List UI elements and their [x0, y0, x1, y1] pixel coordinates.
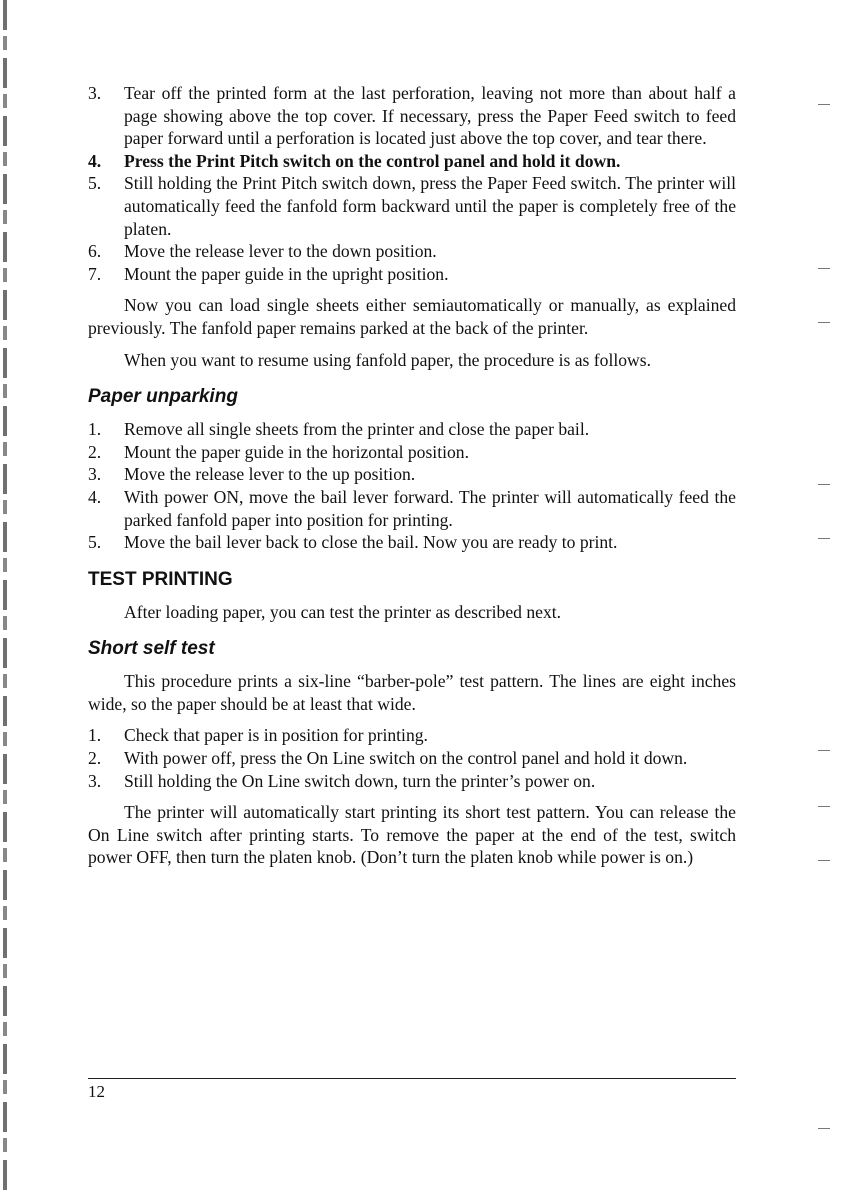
list-item: 3. Tear off the printed form at the last perforation, leaving not more than about half a page showing above the top cover. If necessary, press the Paper Feed switch to feed paper forward until a perforation is located just above the top cover, and tear there.	[88, 83, 736, 149]
heading-short-self-test: Short self test	[88, 638, 215, 660]
paragraph-load: Now you can load single sheets either semiautomatically or manually, as explained previously. The fanfold paper remains parked at the back of the printer.	[88, 295, 736, 338]
list-item: 5. Move the bail lever back to close the bail. Now you are ready to print.	[88, 532, 618, 553]
margin-tick	[818, 322, 830, 323]
margin-tick	[818, 1128, 830, 1129]
margin-tick	[818, 484, 830, 485]
paragraph-final: The printer will automatically start printing its short test pattern. You can release the On Line switch after printing starts. To remove the paper at the end of the test, switch power OFF, then turn the platen knob. (Don’t turn the platen knob while power is on.)	[88, 802, 736, 868]
heading-test-printing: TEST PRINTING	[88, 568, 233, 590]
list-item: 4. With power ON, move the bail lever forward. The printer will automatically feed the parked fanfold paper into position for printing.	[88, 486, 736, 530]
margin-tick	[818, 806, 830, 807]
footer-rule	[88, 1078, 736, 1079]
paragraph-test: After loading paper, you can test the printer as described next.	[124, 601, 562, 622]
list-item: 1. Check that paper is in position for printing.	[88, 725, 428, 746]
list-item: 1. Remove all single sheets from the printer and close the paper bail.	[88, 419, 590, 440]
margin-tick	[818, 268, 830, 269]
page-number: 12	[88, 1082, 105, 1101]
unpark-steps-list	[88, 418, 736, 554]
list-item: 5. Still holding the Print Pitch switch down, press the Paper Feed switch. The printer will automatically feed the fanfold form backward until the paper is completely free of the platen.	[88, 173, 736, 239]
binding-edge	[3, 0, 7, 1196]
short-test-steps-list	[88, 724, 736, 792]
paragraph-resume: When you want to resume using fanfold paper, the procedure is as follows.	[124, 349, 651, 370]
page-body	[88, 82, 736, 869]
park-steps-list	[88, 82, 736, 285]
list-item: 7. Mount the paper guide in the upright position.	[88, 263, 449, 284]
margin-tick	[818, 538, 830, 539]
list-item: 2. Mount the paper guide in the horizontal position.	[88, 441, 469, 462]
list-item: 3. Still holding the On Line switch down, turn the printer’s power on.	[88, 770, 596, 791]
margin-tick	[818, 750, 830, 751]
list-item: 3. Move the release lever to the up position.	[88, 464, 416, 485]
paragraph-short: This procedure prints a six-line “barber-pole” test pattern. The lines are eight inches wide, so the paper should be at least that wide.	[88, 671, 736, 714]
margin-tick	[818, 104, 830, 105]
heading-paper-unparking: Paper unparking	[88, 386, 238, 408]
margin-tick	[818, 860, 830, 861]
list-item: 2. With power off, press the On Line switch on the control panel and hold it down.	[88, 748, 688, 769]
list-item: 4. Press the Print Pitch switch on the control panel and hold it down.	[88, 150, 621, 171]
list-item: 6. Move the release lever to the down position.	[88, 241, 437, 262]
